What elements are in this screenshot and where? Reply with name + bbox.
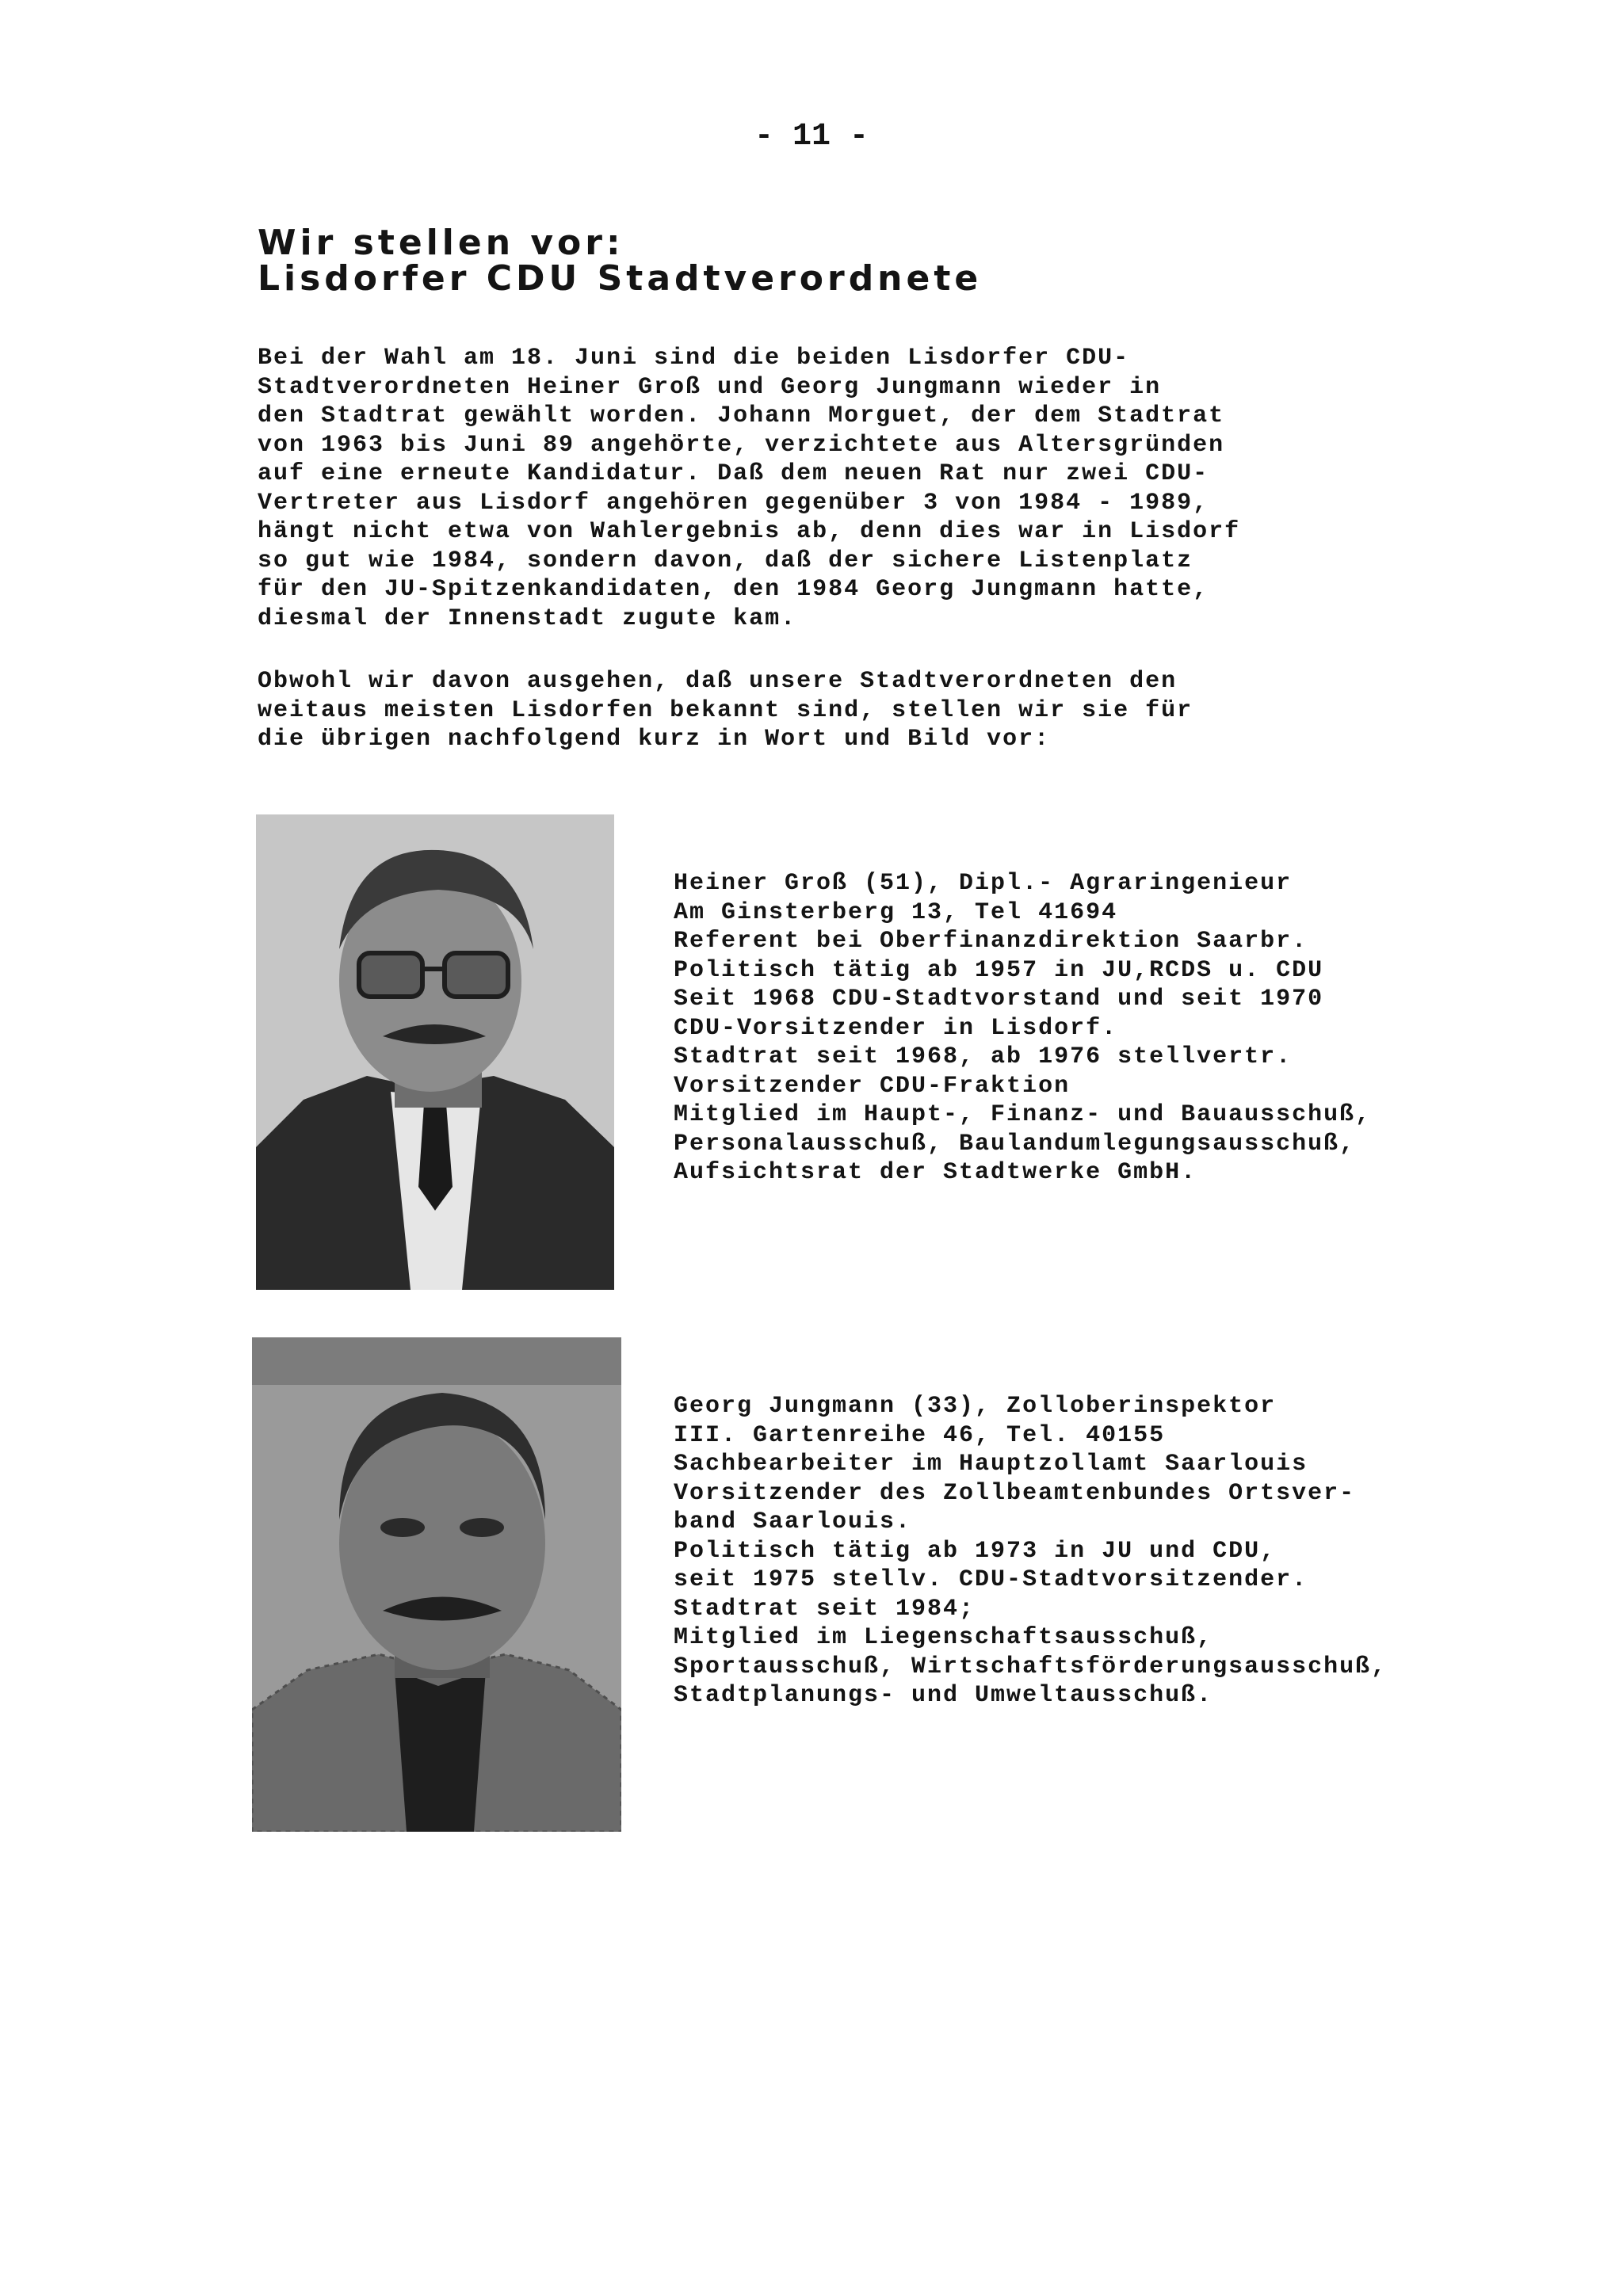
profile-text-georg-jungmann (674, 1392, 1585, 1711)
profile-line: Seit 1968 CDU-Stadtvorstand und seit 1970 (674, 986, 1324, 1013)
profile-line: seit 1975 stellv. CDU-Stadtvorsitzender. (674, 1566, 1308, 1593)
profile-line: CDU-Vorsitzender in Lisdorf. (674, 1014, 1118, 1042)
profile-line: Am Ginsterberg 13, Tel 41694 (674, 898, 1118, 926)
profile-line: band Saarlouis. (674, 1508, 912, 1535)
profile-line: Aufsichtsrat der Stadtwerke GmbH. (674, 1159, 1197, 1186)
profile-line: Heiner Groß (51), Dipl.- Agraringenieur (674, 870, 1293, 897)
profile-line: Sachbearbeiter im Hauptzollamt Saarlouis (674, 1451, 1308, 1478)
profile-line: Vorsitzender des Zollbeamtenbundes Ortsver- (674, 1479, 1356, 1507)
profile-line: Sportausschuß, Wirtschaftsförderungsausschuß, (674, 1653, 1388, 1680)
profile-text-heiner-gross (674, 869, 1585, 1188)
profile-line: Vorsitzender CDU-Fraktion (674, 1072, 1071, 1100)
title-line-2: Lisdorfer CDU Stadtverordnete (258, 258, 983, 299)
profile-line: III. Gartenreihe 46, Tel. 40155 (674, 1421, 1166, 1449)
title-line-1: Wir stellen vor: (258, 223, 624, 263)
profile-line: Georg Jungmann (33), Zolloberinspektor (674, 1393, 1277, 1420)
profile-line: Stadtrat seit 1968, ab 1976 stellvertr. (674, 1043, 1293, 1070)
portrait-photo-1 (256, 814, 614, 1290)
page-title (258, 223, 983, 299)
profile-line: Politisch tätig ab 1957 in JU,RCDS u. CDU (674, 956, 1324, 984)
intro-paragraph: Bei der Wahl am 18. Juni sind die beiden Lisdorfer CDU- Stadtverordneten Heiner Groß und Georg Jungmann wieder in den Stadtrat gewählt worden. Johann Morguet, der dem Stadtrat von 1963 bis Juni 89 angehörte, verzichtete aus Altersgründen auf eine erneute Kandidatur. Daß dem neuen Rat nur zwei CDU- Vertreter aus Lisdorf angehören gegenüber 3 von 1984 - 1989, hängt nicht etwa von Wahlergebnis ab, denn dies war in Lisdorf so gut wie 1984, sondern davon, daß der sichere Listenplatz für den JU-Spitzenkandidaten, den 1984 Georg Jungmann hatte, diesmal der Innenstadt zugute kam. (258, 345, 1241, 632)
profile-line: Politisch tätig ab 1973 in JU und CDU, (674, 1537, 1277, 1565)
profile-line: Stadtrat seit 1984; (674, 1595, 976, 1623)
profile-line: Stadtplanungs- und Umweltausschuß. (674, 1682, 1213, 1709)
profile-line: Referent bei Oberfinanzdirektion Saarbr. (674, 928, 1308, 955)
portrait-photo-2 (252, 1337, 621, 1832)
profile-line: Personalausschuß, Baulandumlegungsausschuß, (674, 1130, 1356, 1158)
profile-line: Mitglied im Haupt-, Finanz- und Bauausschuß, (674, 1101, 1372, 1128)
page-number: - 11 - (754, 119, 869, 154)
intro-paragraph-2: Obwohl wir davon ausgehen, daß unsere Stadtverordneten den weitaus meisten Lisdorfen bekannt sind, stellen wir sie für die übrigen nachfolgend kurz in Wort und Bild vor: (258, 668, 1193, 753)
profile-line: Mitglied im Liegenschaftsausschuß, (674, 1624, 1213, 1651)
